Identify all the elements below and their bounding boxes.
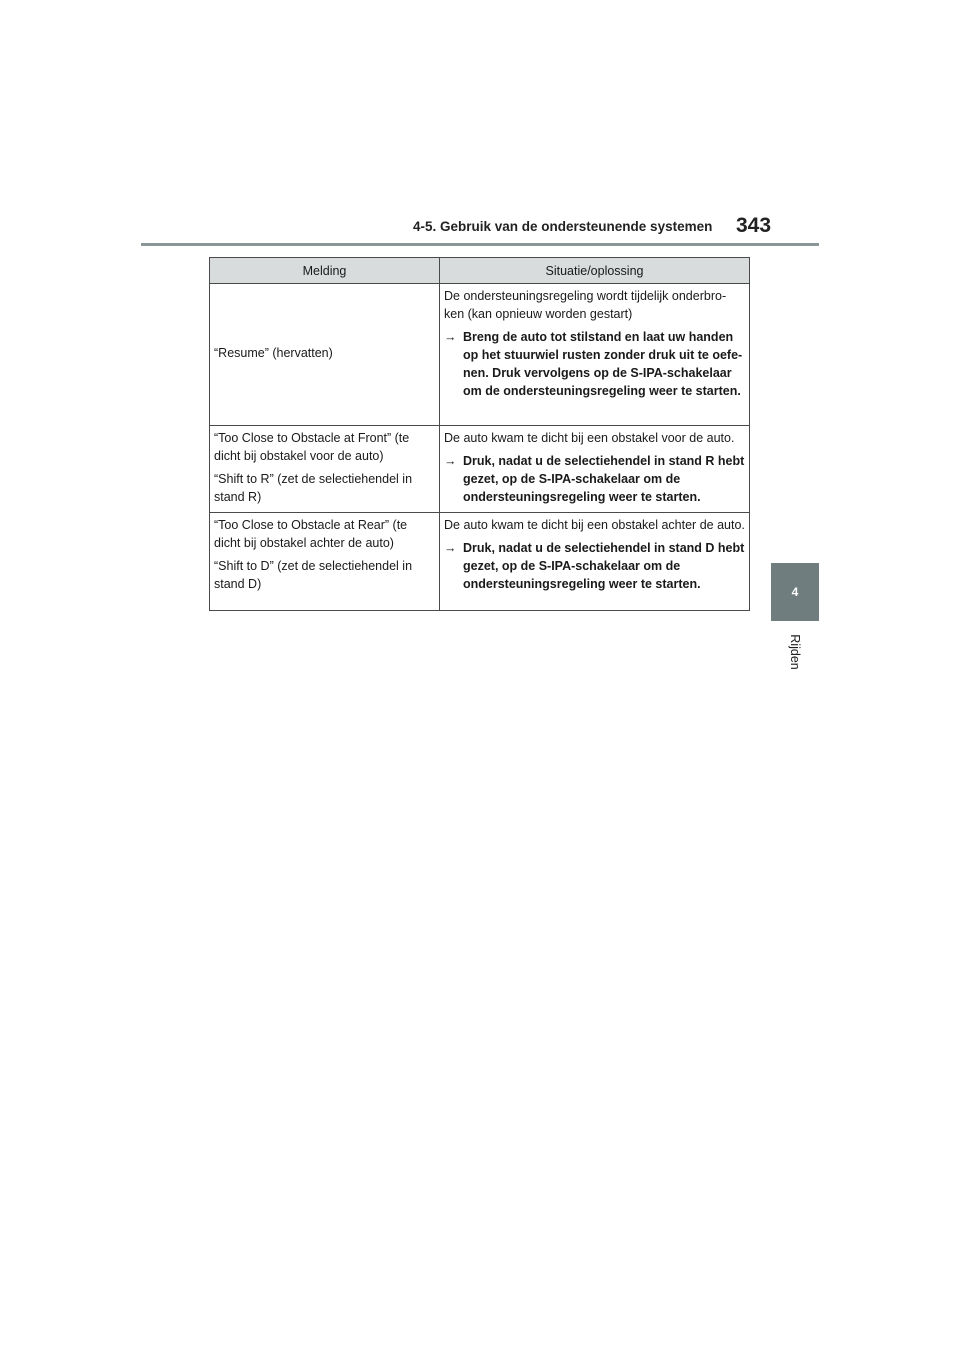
situatie-text: De auto kwam te dicht bij een obstakel voor de auto. [444,431,735,445]
situatie-text: De ondersteuningsregeling wordt tijdelijk onderbro-ken (kan opnieuw worden gestart) [444,289,727,321]
oplossing-step [444,328,745,400]
column-header-situatie: Situatie/oplossing [440,258,750,284]
melding-cell [210,513,440,611]
situatie-cell [440,284,750,426]
oplossing-step [444,452,745,506]
oplossing-text: Breng de auto tot stilstand en laat uw handen op het stuurwiel rusten zonder druk uit te oefe-nen. Druk vervolgens op de S-IPA-schakelaar om de ondersteuningsregeling weer te starten. [463,330,743,398]
arrow-right-icon: → [444,454,457,468]
chapter-number: 4 [791,585,799,599]
oplossing-text: Druk, nadat u de selectiehendel in stand D hebt gezet, op de S-IPA-schakelaar om de ondersteuningsregeling weer te starten. [463,541,745,591]
chapter-tab [771,563,819,621]
table-row [210,284,750,426]
melding-text: “Resume” (hervatten) [214,346,333,360]
section-title: 4-5. Gebruik van de ondersteunende systemen [413,219,713,234]
table-row [210,513,750,611]
situatie-text: De auto kwam te dicht bij een obstakel achter de auto. [444,518,745,532]
melding-text: “Too Close to Obstacle at Rear” (te dicht bij obstakel achter de auto) [214,518,408,550]
situatie-cell [440,426,750,513]
melding-cell [210,426,440,513]
table-row [210,426,750,513]
melding-text: “Too Close to Obstacle at Front” (te dicht bij obstakel voor de auto) [214,431,410,463]
oplossing-step [444,539,745,593]
arrow-right-icon: → [444,541,457,555]
chapter-label: Rijden [788,634,802,670]
arrow-right-icon: → [444,330,457,344]
header-rule [141,243,819,246]
page-number: 343 [736,214,772,237]
oplossing-text: Druk, nadat u de selectiehendel in stand R hebt gezet, op de S-IPA-schakelaar om de ondersteuningsregeling weer te starten. [463,454,745,504]
message-table [209,257,750,611]
melding-text: “Shift to R” (zet de selectiehendel in stand R) [214,472,413,504]
melding-cell [210,284,440,426]
situatie-cell [440,513,750,611]
table-header-row [210,258,750,284]
melding-text: “Shift to D” (zet de selectiehendel in stand D) [214,559,413,591]
column-header-melding: Melding [210,258,440,284]
